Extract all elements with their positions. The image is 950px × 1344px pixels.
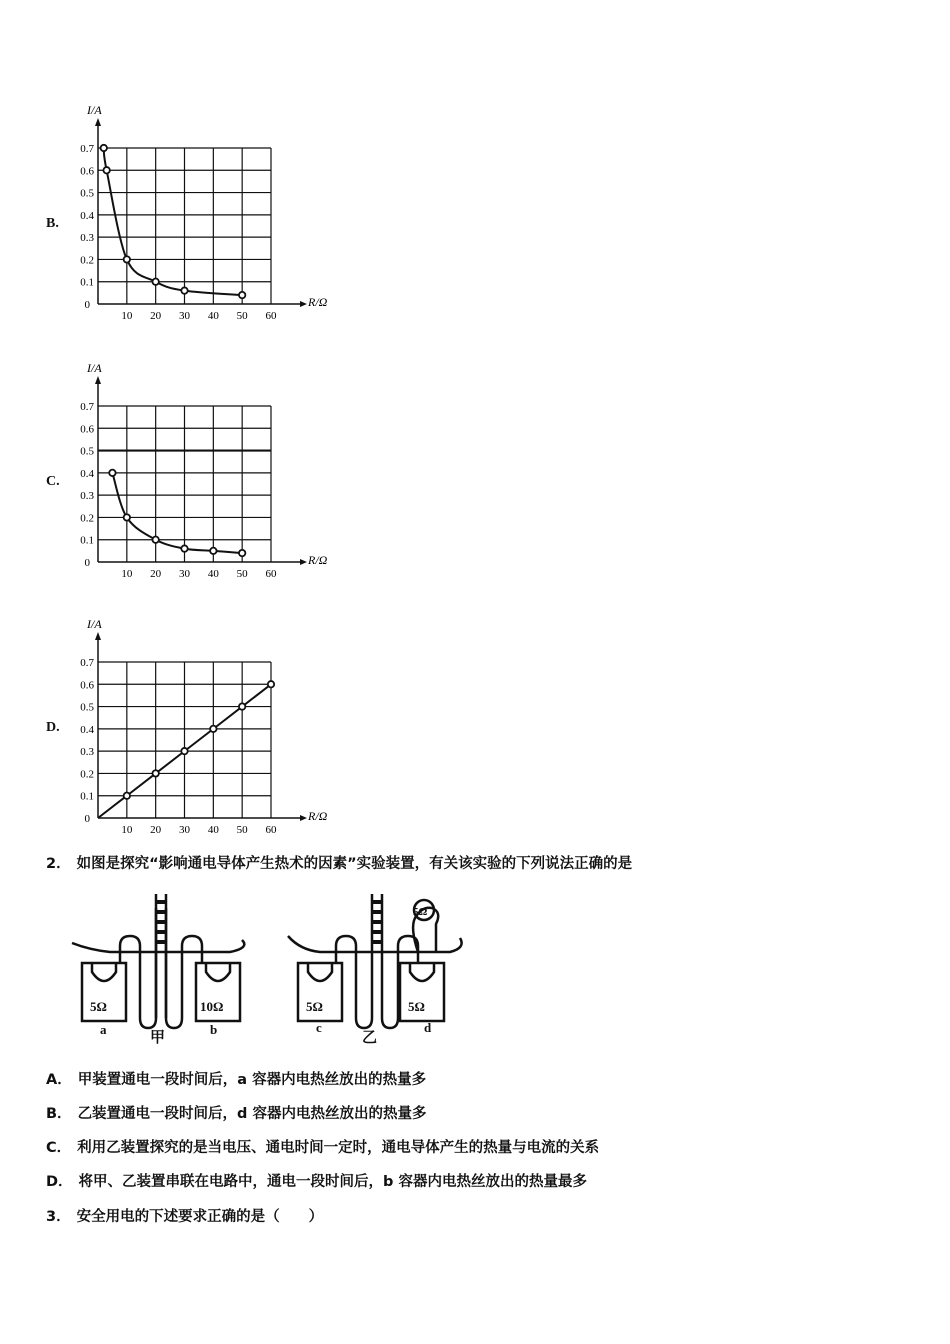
tube-scale-right: [373, 900, 381, 944]
letter-d: d: [424, 1020, 432, 1035]
x-axis-arrow: [300, 559, 307, 565]
option-c[interactable]: [46, 1136, 599, 1157]
y-tick-label: 0.3: [80, 746, 94, 759]
y-tick-label: 0.1: [80, 790, 94, 803]
y-tick-label: 0.7: [80, 143, 94, 155]
data-point: [181, 545, 187, 551]
caption-jia: 甲: [150, 1030, 166, 1046]
chart-b-svg: [0, 98, 340, 328]
data-point: [239, 550, 245, 556]
resistor-c-label: 5Ω: [306, 999, 323, 1014]
data-point: [239, 292, 245, 298]
data-point: [152, 279, 158, 285]
y-tick-label: 0.2: [80, 512, 94, 525]
y-axis-label: I/A: [87, 103, 102, 117]
data-point: [181, 748, 187, 754]
resistor-a-label: 5Ω: [90, 999, 107, 1014]
question-3-number: 3．: [46, 1209, 71, 1225]
y-axis-arrow: [95, 632, 101, 640]
option-c-text: 利用乙装置探究的是当电压、通电时间一定时，通电导体产生的热量与电流的关系: [77, 1140, 600, 1156]
x-tick-label: 20: [150, 568, 162, 580]
x-tick-label: 60: [265, 568, 277, 580]
letter-b: b: [210, 1022, 218, 1037]
y-axis-arrow: [95, 118, 101, 126]
x-tick-label: 10: [121, 310, 133, 322]
y-tick-label: 0.3: [80, 490, 94, 503]
caption-yi: 乙: [362, 1030, 378, 1046]
x-tick-label: 30: [179, 310, 190, 322]
data-point: [210, 726, 216, 732]
option-d-letter: D．: [46, 1174, 73, 1190]
grid: [98, 406, 271, 562]
chart-d-svg: [0, 612, 340, 842]
y-tick-label: 0.2: [80, 768, 94, 781]
grid: [98, 148, 271, 304]
x-tick-label: 20: [150, 824, 162, 836]
x-tick-label: 50: [236, 310, 248, 322]
x-tick-label: 50: [236, 824, 248, 836]
y-tick-label: 0.6: [80, 679, 94, 692]
data-point: [210, 548, 216, 554]
y-tick-label: 0.4: [80, 467, 94, 480]
chart-c-svg: [0, 356, 340, 586]
x-tick-label: 10: [121, 568, 133, 580]
origin-label: 0: [84, 813, 90, 825]
data-point: [109, 470, 115, 476]
data-point: [239, 703, 245, 709]
question-2-number: 2．: [46, 856, 71, 872]
resistor-d-label: 5Ω: [408, 999, 425, 1014]
y-tick-label: 0.5: [80, 701, 94, 714]
x-tick-label: 30: [179, 568, 190, 580]
x-tick-label: 60: [265, 824, 277, 836]
data-point: [152, 537, 158, 543]
option-c-label: C.: [46, 474, 60, 489]
x-tick-label: 30: [179, 824, 190, 836]
x-tick-label: 60: [265, 310, 277, 322]
question-3-text: 安全用电的下述要求正确的是（ ）: [76, 1209, 324, 1225]
resistor-b-label: 10Ω: [200, 999, 224, 1014]
origin-label: 0: [84, 557, 90, 569]
option-c-letter: C．: [46, 1140, 72, 1156]
letter-a: a: [100, 1022, 107, 1037]
x-tick-label: 40: [207, 824, 219, 836]
x-axis-label: R/Ω: [308, 809, 328, 823]
y-tick-label: 0.5: [80, 187, 94, 200]
question-3-stem: [46, 1205, 323, 1226]
y-tick-label: 0.5: [80, 445, 94, 458]
series-line: [112, 473, 242, 553]
option-b-text: 乙装置通电一段时间后，d 容器内电热丝放出的热量多: [77, 1106, 427, 1122]
data-point: [103, 167, 109, 173]
y-tick-label: 0.1: [80, 276, 94, 289]
option-a[interactable]: [46, 1068, 426, 1089]
x-tick-label: 10: [121, 824, 133, 836]
x-tick-label: 40: [207, 568, 219, 580]
x-axis-arrow: [300, 815, 307, 821]
y-axis-label: I/A: [87, 361, 102, 375]
x-tick-label: 20: [150, 310, 162, 322]
data-point: [124, 514, 130, 520]
option-b[interactable]: [46, 1102, 427, 1123]
y-tick-label: 0.4: [80, 723, 94, 736]
option-d-text: 将甲、乙装置串联在电路中，通电一段时间后，b 容器内电热丝放出的热量最多: [78, 1174, 587, 1190]
y-tick-label: 0.6: [80, 165, 94, 178]
y-tick-label: 0.2: [80, 254, 94, 267]
option-d-label: D.: [46, 720, 60, 735]
question-2-stem: [46, 852, 632, 873]
option-b-letter: B．: [46, 1106, 72, 1122]
x-axis-arrow: [300, 301, 307, 307]
data-point: [124, 793, 130, 799]
y-tick-label: 0.1: [80, 534, 94, 547]
letter-c: c: [316, 1020, 322, 1035]
apparatus-figure: [70, 888, 480, 1048]
x-tick-label: 40: [207, 310, 219, 322]
x-tick-label: 50: [236, 568, 248, 580]
question-2-text: 如图是探究“影响通电导体产生热术的因素”实验装置，有关该实验的下列说法正确的是: [76, 856, 633, 872]
y-tick-label: 0.4: [80, 209, 94, 222]
y-tick-label: 0.3: [80, 232, 94, 245]
data-point: [181, 287, 187, 293]
y-axis-arrow: [95, 376, 101, 384]
option-a-letter: A．: [46, 1072, 72, 1088]
y-tick-label: 0.7: [80, 657, 94, 669]
option-b-label: B.: [46, 216, 59, 231]
x-axis-label: R/Ω: [308, 295, 328, 309]
y-tick-label: 0.6: [80, 423, 94, 436]
option-a-text: 甲装置通电一段时间后，a 容器内电热丝放出的热量多: [77, 1072, 427, 1088]
option-d[interactable]: [46, 1170, 587, 1191]
y-tick-label: 0.7: [80, 401, 94, 413]
data-point: [152, 770, 158, 776]
data-point: [124, 256, 130, 262]
origin-label: 0: [84, 299, 90, 311]
y-axis-label: I/A: [87, 617, 102, 631]
x-axis-label: R/Ω: [308, 553, 328, 567]
tube-scale-left: [157, 900, 165, 944]
external-resistor-label: 5Ω: [413, 906, 428, 918]
data-point: [268, 681, 274, 687]
data-point: [101, 145, 107, 151]
